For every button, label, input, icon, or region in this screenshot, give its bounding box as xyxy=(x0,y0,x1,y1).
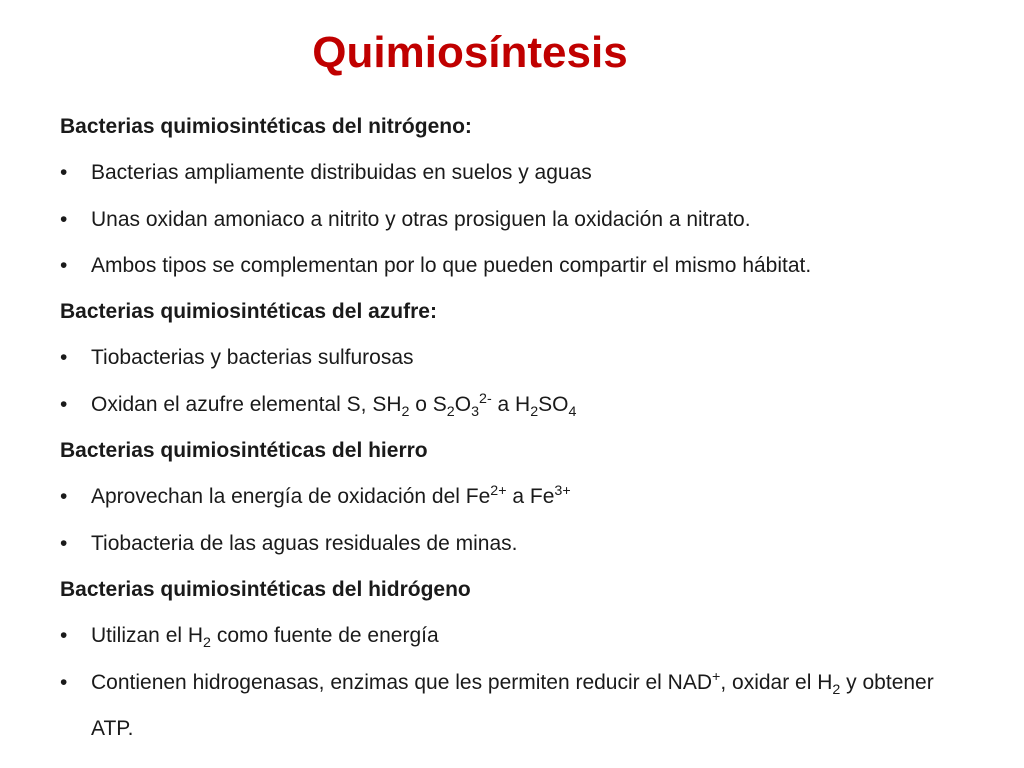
slide-content xyxy=(60,104,980,752)
bullet-item: • Tiobacterias y bacterias sulfurosas xyxy=(60,335,980,381)
text-segment: Contienen hidrogenasas, enzimas que les permiten reducir el NAD xyxy=(91,670,712,694)
bullet-item: • Bacterias ampliamente distribuidas en suelos y aguas xyxy=(60,150,980,196)
subscript: 3 xyxy=(471,403,480,420)
text-segment: Aprovechan la energía de oxidación del Fe xyxy=(91,485,491,509)
bullet-item-formula-hydrogen xyxy=(60,613,980,659)
bullet-item: • Unas oxidan amoniaco a nitrito y otras prosiguen la oxidación a nitrato. xyxy=(60,197,980,243)
text-segment: como fuente de energía xyxy=(210,624,439,648)
subscript: 2 xyxy=(203,635,211,652)
subscript: 2 xyxy=(832,681,841,698)
text-segment: a H xyxy=(491,392,531,416)
subscript: 2 xyxy=(530,403,539,420)
bullet-item: • Ambos tipos se complementan por lo que pueden compartir el mismo hábitat. xyxy=(60,243,980,289)
superscript: 2- xyxy=(479,390,492,407)
heading-sulfur: Bacterias quimiosintéticas del azufre: xyxy=(60,300,437,324)
slide-title: Quimiosíntesis xyxy=(312,28,628,77)
text-segment: , oxidar el H xyxy=(720,670,833,694)
heading-hydrogen: Bacterias quimiosintéticas del hidrógeno xyxy=(60,577,471,601)
heading-iron: Bacterias quimiosintéticas del hierro xyxy=(60,439,428,463)
text-segment: O xyxy=(454,392,472,416)
superscript: + xyxy=(712,668,721,685)
bullet-item: • Tiobacteria de las aguas residuales de minas. xyxy=(60,521,980,567)
text-segment: SO xyxy=(538,392,569,416)
subscript: 2 xyxy=(401,403,410,420)
text-segment: Oxidan el azufre elemental S, SH xyxy=(91,392,402,416)
text-segment: Utilizan el H xyxy=(91,624,204,648)
text-segment: y obtener ATP. xyxy=(91,670,934,740)
bullet-item-formula-sulfur xyxy=(60,382,980,428)
subscript: 2 xyxy=(446,403,455,420)
subscript: 4 xyxy=(568,403,577,420)
text-segment: o S xyxy=(409,392,447,416)
bullet-item-formula-nad xyxy=(60,660,980,753)
heading-nitrogen: Bacterias quimiosintéticas del nitrógeno: xyxy=(60,115,472,138)
superscript: 3+ xyxy=(554,483,571,500)
superscript: 2+ xyxy=(490,483,507,500)
text-segment: a Fe xyxy=(506,485,555,509)
bullet-item-formula-iron xyxy=(60,474,980,520)
